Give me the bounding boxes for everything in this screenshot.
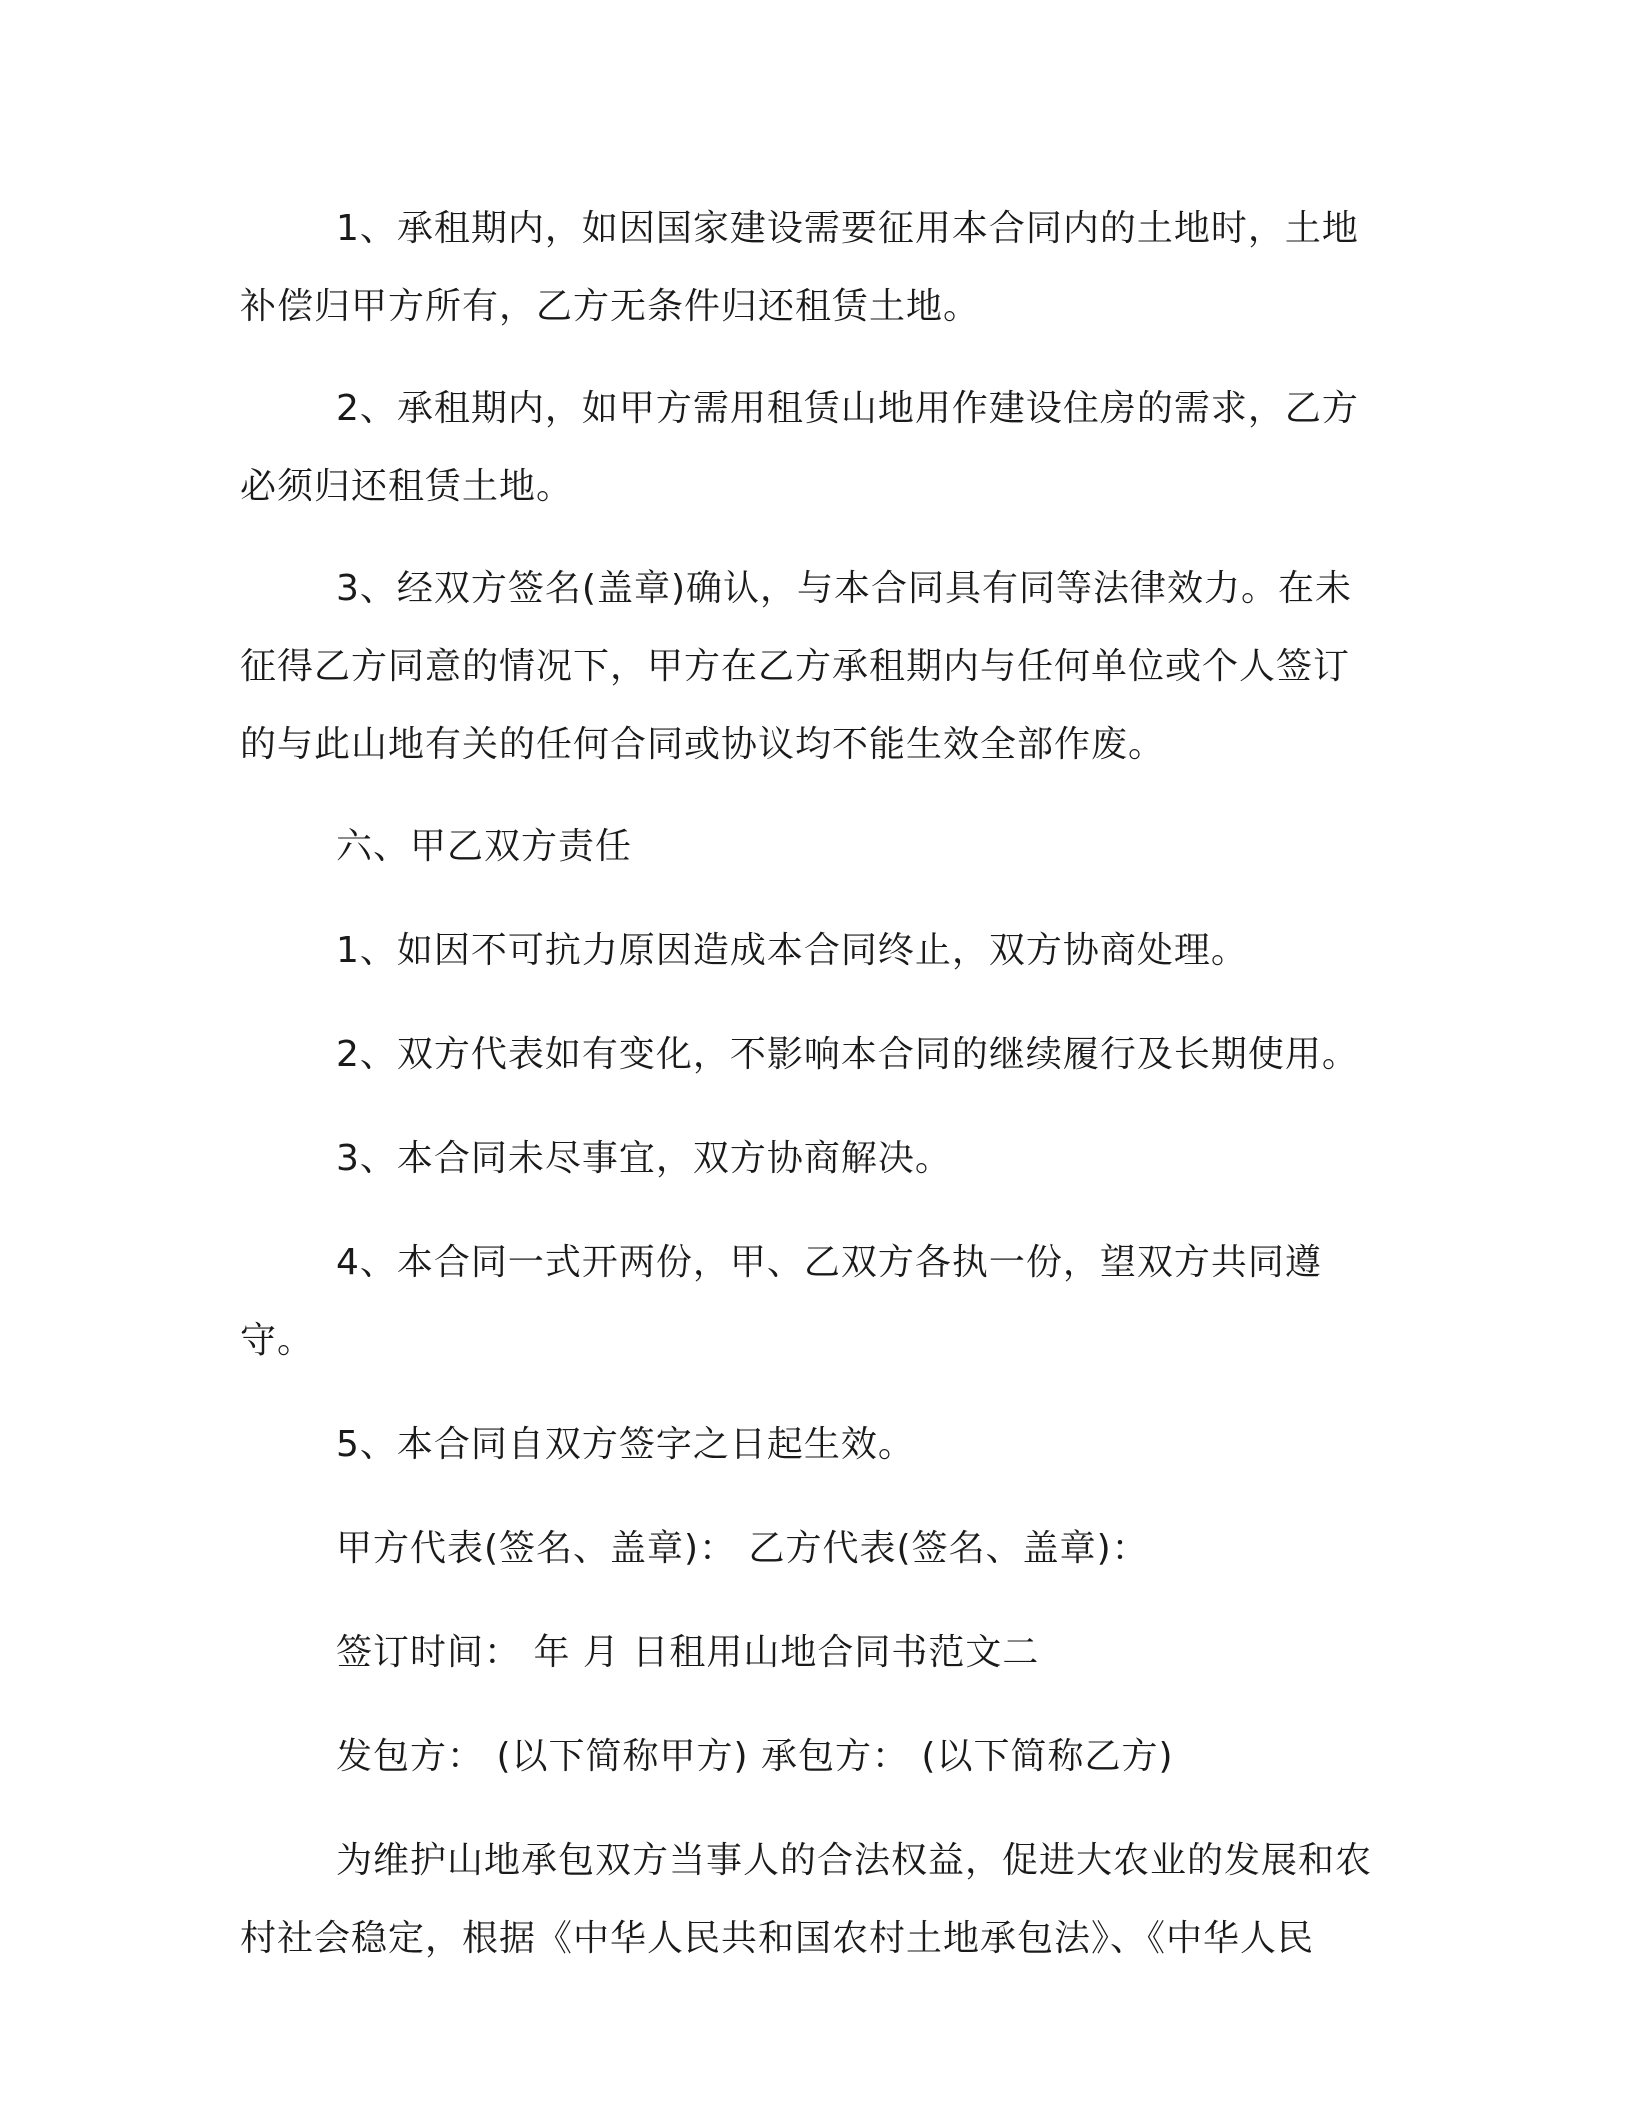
responsibility-item-4: 4、本合同一式开两份，甲、乙双方各执一份，望双方共同遵守。: [240, 1242, 1322, 1361]
document-body: [240, 190, 1380, 1978]
clause-paragraph-2: 2、承租期内，如甲方需用租赁山地用作建设住房的需求，乙方必须归还租赁土地。: [240, 388, 1359, 507]
section-heading: 六、甲乙双方责任: [336, 826, 633, 867]
clause-paragraph-1: 1、承租期内，如因国家建设需要征用本合同内的土地时，土地补偿归甲方所有，乙方无条件归还租赁土地。: [240, 208, 1359, 327]
preamble-paragraph: 为维护山地承包双方当事人的合法权益，促进大农业的发展和农村社会稳定，根据《中华人民共和国农村土地承包法》、《中华人民: [240, 1840, 1373, 1959]
signature-line: 甲方代表(签名、盖章)： 乙方代表(签名、盖章)：: [336, 1528, 1149, 1569]
signing-date-line: 签订时间： 年 月 日租用山地合同书范文二: [336, 1632, 1040, 1673]
responsibility-item-5: 5、本合同自双方签字之日起生效。: [336, 1424, 915, 1465]
clause-paragraph-3: 3、经双方签名(盖章)确认，与本合同具有同等法律效力。在未征得乙方同意的情况下，甲方在乙方承租期内与任何单位或个人签订的与此山地有关的任何合同或协议均不能生效全部作废。: [240, 568, 1352, 765]
responsibility-item-1: 1、如因不可抗力原因造成本合同终止，双方协商处理。: [336, 930, 1248, 971]
responsibility-item-2: 2、双方代表如有变化，不影响本合同的继续履行及长期使用。: [336, 1034, 1359, 1075]
parties-line: 发包方： (以下简称甲方) 承包方： (以下简称乙方): [336, 1736, 1174, 1777]
responsibility-item-3: 3、本合同未尽事宜，双方协商解决。: [336, 1138, 952, 1179]
